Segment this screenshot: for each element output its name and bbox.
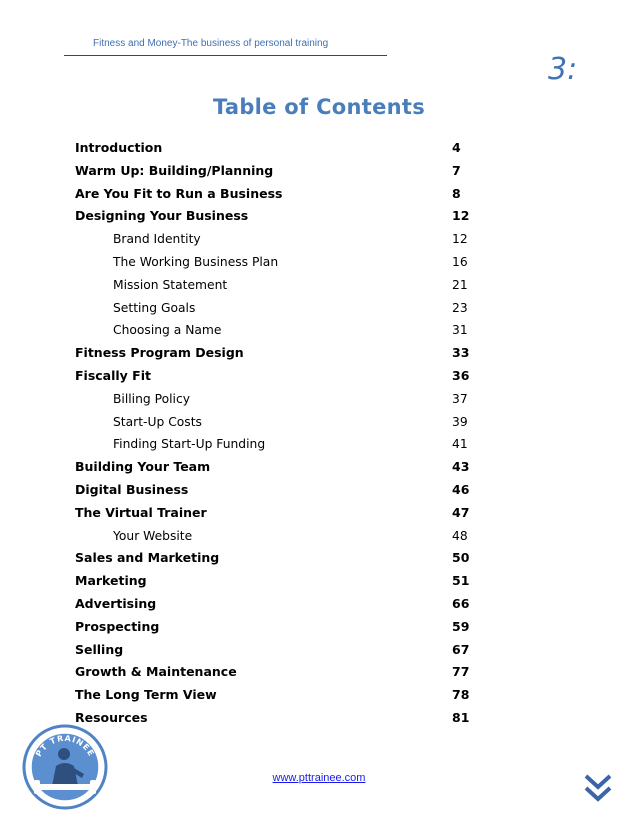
toc-entry-page: 36: [452, 367, 470, 383]
toc-entry[interactable]: [75, 342, 475, 365]
toc-entry-page: 21: [452, 277, 468, 292]
toc-entry-label: Introduction: [75, 140, 163, 155]
toc-subentry[interactable]: [75, 319, 475, 342]
toc-entry[interactable]: [75, 205, 475, 228]
toc-subentry[interactable]: [75, 433, 475, 456]
table-of-contents: [75, 137, 475, 730]
toc-entry-label: Digital Business: [75, 481, 189, 497]
toc-entry-label: Start-Up Costs: [113, 414, 202, 429]
toc-entry[interactable]: [75, 160, 475, 183]
pt-trainee-logo: [22, 724, 108, 810]
toc-entry-page: 50: [452, 550, 470, 566]
page-number: 3:: [548, 52, 578, 87]
toc-entry-label: Brand Identity: [113, 232, 201, 247]
toc-entry-label: Finding Start-Up Funding: [113, 437, 266, 452]
website-link[interactable]: www.pttrainee.com: [272, 772, 366, 784]
toc-entry-label: Fiscally Fit: [75, 367, 151, 383]
toc-entry-page: 46: [452, 481, 470, 497]
toc-entry-label: Prospecting: [75, 618, 160, 634]
toc-entry[interactable]: [75, 616, 475, 639]
toc-entry-page: 8: [452, 185, 461, 201]
toc-entry-label: Sales and Marketing: [75, 550, 220, 566]
toc-entry-page: 43: [452, 459, 470, 475]
toc-title: Table of Contents: [212, 95, 426, 119]
toc-entry-page: 39: [452, 414, 468, 429]
toc-entry-page: 77: [452, 664, 470, 680]
toc-subentry[interactable]: [75, 274, 475, 297]
toc-entry-page: 81: [452, 709, 470, 725]
toc-entry-page: 31: [452, 323, 468, 338]
toc-entry-label: Choosing a Name: [113, 323, 222, 338]
toc-entry-label: Your Website: [113, 528, 193, 543]
toc-entry-page: 4: [452, 140, 461, 155]
toc-entry-label: The Working Business Plan: [113, 254, 279, 269]
toc-entry-label: The Virtual Trainer: [75, 504, 207, 520]
toc-subentry[interactable]: [75, 228, 475, 251]
toc-entry-label: Advertising: [75, 595, 157, 611]
toc-entry[interactable]: [75, 137, 475, 160]
toc-entry[interactable]: [75, 707, 475, 730]
toc-entry-label: Are You Fit to Run a Business: [75, 185, 283, 201]
toc-entry-page: 67: [452, 641, 470, 657]
toc-entry[interactable]: [75, 570, 475, 593]
toc-entry-page: 51: [452, 573, 470, 589]
toc-entry-label: Selling: [75, 641, 124, 657]
toc-entry-page: 12: [452, 208, 470, 224]
toc-entry-page: 48: [452, 528, 468, 543]
toc-entry[interactable]: [75, 639, 475, 662]
toc-entry[interactable]: [75, 661, 475, 684]
svg-text:PT TRAINEE: PT TRAINEE: [33, 733, 97, 759]
toc-entry-label: Building Your Team: [75, 459, 211, 475]
toc-entry-page: 41: [452, 437, 468, 452]
double-chevron-down-icon[interactable]: [584, 772, 612, 804]
toc-entry-label: Marketing: [75, 573, 147, 589]
toc-subentry[interactable]: [75, 525, 475, 548]
toc-entry-label: Mission Statement: [113, 277, 228, 292]
toc-subentry[interactable]: [75, 251, 475, 274]
toc-entry-page: 37: [452, 391, 468, 406]
toc-entry[interactable]: [75, 684, 475, 707]
toc-entry-page: 59: [452, 618, 470, 634]
toc-entry-label: Designing Your Business: [75, 208, 249, 224]
toc-entry-label: The Long Term View: [75, 687, 217, 703]
running-header: Fitness and Money-The business of personal training: [93, 38, 329, 49]
toc-entry[interactable]: [75, 456, 475, 479]
toc-entry-page: 16: [452, 254, 468, 269]
toc-entry-page: 23: [452, 300, 468, 315]
toc-entry-page: 12: [452, 232, 468, 247]
toc-subentry[interactable]: [75, 388, 475, 411]
toc-entry-page: 47: [452, 504, 470, 520]
toc-entry[interactable]: [75, 183, 475, 206]
footer-website-link: [0, 772, 638, 784]
toc-subentry[interactable]: [75, 297, 475, 320]
toc-entry-label: Warm Up: Building/Planning: [75, 162, 274, 178]
toc-subentry[interactable]: [75, 411, 475, 434]
toc-entry[interactable]: [75, 479, 475, 502]
toc-entry[interactable]: [75, 502, 475, 525]
toc-entry-label: Resources: [75, 709, 148, 725]
toc-entry-page: 7: [452, 162, 461, 178]
toc-entry-label: Fitness Program Design: [75, 345, 244, 361]
toc-entry-label: Growth & Maintenance: [75, 664, 237, 680]
toc-entry-page: 33: [452, 345, 470, 361]
toc-entry[interactable]: [75, 547, 475, 570]
toc-entry-label: Billing Policy: [113, 391, 190, 406]
toc-entry-label: Setting Goals: [113, 300, 196, 315]
toc-entry-page: 66: [452, 595, 470, 611]
toc-entry[interactable]: [75, 365, 475, 388]
toc-entry[interactable]: [75, 593, 475, 616]
toc-entry-page: 78: [452, 687, 470, 703]
header-divider: [64, 55, 387, 56]
